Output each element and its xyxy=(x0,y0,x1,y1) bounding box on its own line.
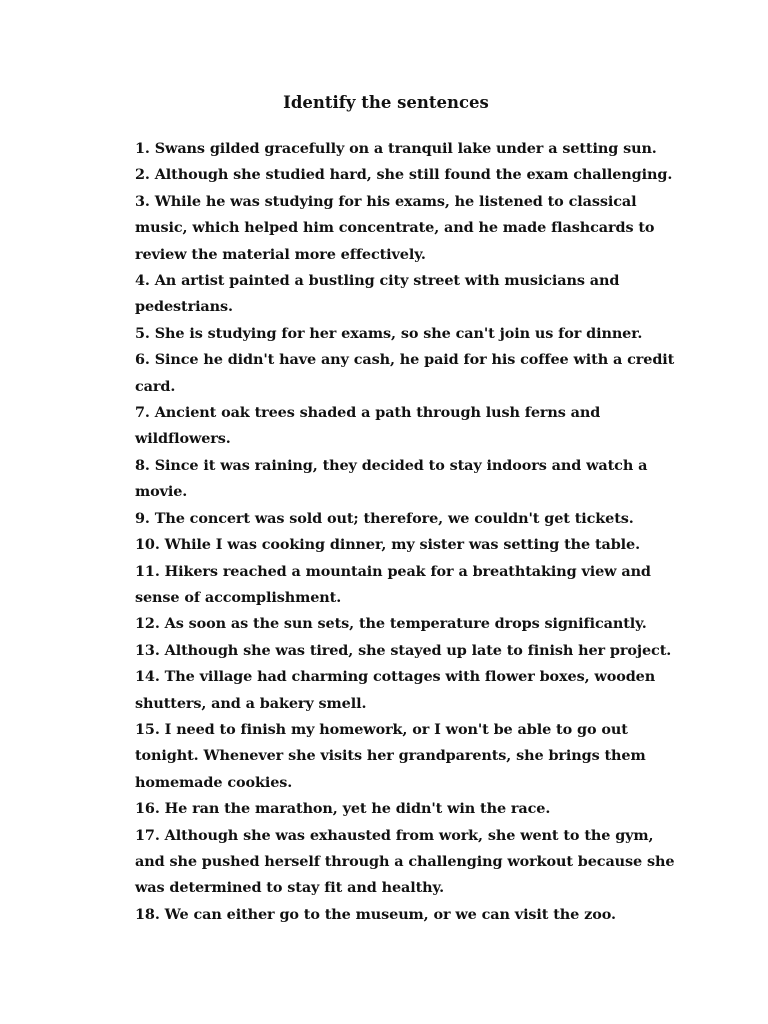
list-item: 4. An artist painted a bustling city street with musicians and pedestrians. xyxy=(135,272,620,316)
list-item: 5. She is studying for her exams, so she can't join us for dinner. xyxy=(135,324,643,342)
list-item: 11. Hikers reached a mountain peak for a breathtaking view and sense of accomplishment. xyxy=(135,562,651,606)
list-item: 14. The village had charming cottages with flower boxes, wooden shutters, and a bakery smell. xyxy=(135,668,656,712)
list-item: 8. Since it was raining, they decided to stay indoors and watch a movie. xyxy=(135,456,648,501)
list-item: 3. While he was studying for his exams, he listened to classical music, which helped him concentrate, and he made flashcards to review the material more effectively. xyxy=(135,192,655,263)
page-title: Identify the sentences xyxy=(283,93,489,112)
list-item: 10. While I was cooking dinner, my sister was setting the table. xyxy=(135,536,641,554)
list-item: 9. The concert was sold out; therefore, we couldn't get tickets. xyxy=(135,509,634,527)
list-item: 13. Although she was tired, she stayed up late to finish her project. xyxy=(135,641,672,659)
list-item: 6. Since he didn't have any cash, he paid for his coffee with a credit card. xyxy=(135,351,675,395)
list-item: 12. As soon as the sun sets, the temperature drops significantly. xyxy=(135,615,647,633)
sentence-list xyxy=(135,136,683,928)
list-item: 1. Swans gilded gracefully on a tranquil lake under a setting sun. xyxy=(135,140,657,157)
list-item: 7. Ancient oak trees shaded a path through lush ferns and wildflowers. xyxy=(135,404,601,448)
list-item: 15. I need to finish my homework, or I won't be able to go out tonight. Whenever she visits her grandparents, she brings them homemade cookies. xyxy=(135,720,646,791)
list-item: 2. Although she studied hard, she still found the exam challenging. xyxy=(135,166,673,184)
list-item: 18. We can either go to the museum, or we can visit the zoo. xyxy=(135,905,616,923)
list-item: 16. He ran the marathon, yet he didn't win the race. xyxy=(135,800,551,818)
list-item: 17. Although she was exhausted from work, she went to the gym, and she pushed herself through a challenging workout because she was determined to stay fit and healthy. xyxy=(135,826,675,897)
